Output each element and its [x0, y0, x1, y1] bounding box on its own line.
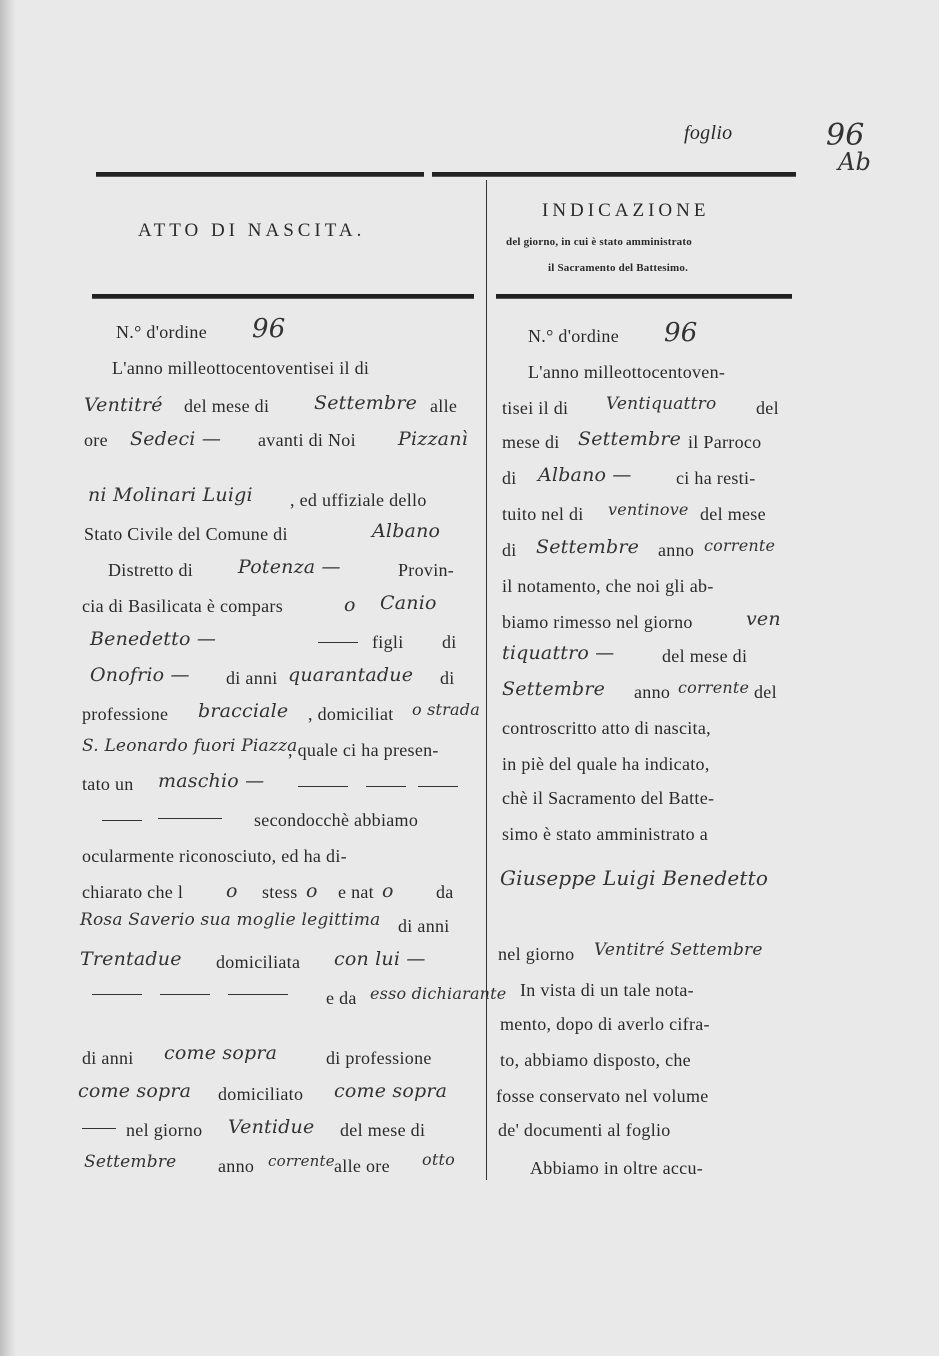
right-line-3a: mese di: [502, 432, 560, 452]
right-line-9a: del mese di: [662, 646, 748, 666]
left-line-8a: figli: [372, 632, 404, 652]
left-line-15d: da: [436, 882, 454, 902]
left-line-21b: del mese di: [340, 1120, 426, 1140]
right-line-17: In vista di un tale nota-: [520, 980, 694, 1000]
right-line-4a: di: [502, 468, 517, 488]
left-hand-address: S. Leonardo fuori Piazza: [82, 736, 298, 756]
right-line-4b: ci ha resti-: [676, 468, 756, 488]
left-hand-gender-1: o: [344, 594, 356, 616]
left-line-12a: tato un: [82, 774, 134, 794]
left-line-15c: e nat: [338, 882, 374, 902]
right-hand-baptism-date: Ventitré Settembre: [594, 940, 763, 960]
left-hand-o-2: o: [306, 880, 318, 902]
right-title: INDICAZIONE: [542, 200, 710, 221]
filler-dash: [102, 820, 142, 821]
left-line-8b: di: [442, 632, 457, 652]
left-line-21a: nel giorno: [126, 1120, 203, 1140]
right-subtitle-2: il Sacramento del Battesimo.: [548, 262, 689, 274]
right-hand-day: Ventiquattro: [606, 394, 717, 414]
binding-edge: [0, 0, 16, 1356]
left-hand-as-above-3: come sopra: [334, 1080, 448, 1102]
left-line-2b: alle: [430, 396, 458, 416]
left-hand-o-3: o: [382, 880, 394, 902]
right-line-2a: tisei il di: [502, 398, 569, 418]
left-hand-profession: bracciale: [198, 700, 289, 722]
filler-dash: [366, 786, 406, 787]
left-hand-age: quarantadue: [288, 664, 414, 686]
left-hand-grandfather: Onofrio —: [90, 664, 190, 686]
left-hand-decl-day: Ventidue: [228, 1116, 315, 1138]
right-line-10b: del: [754, 682, 777, 702]
right-line-12: in piè del quale ha indicato,: [502, 754, 710, 774]
header-rule-right: [496, 294, 792, 299]
right-hand-month: Settembre: [578, 428, 682, 450]
left-title: ATTO DI NASCITA.: [138, 220, 366, 241]
left-line-1: L'anno milleottocentoventisei il di: [112, 358, 370, 378]
foglio-label: foglio: [684, 122, 733, 144]
left-line-22a: anno: [218, 1156, 255, 1176]
left-line-3b: avanti di Noi: [258, 430, 356, 450]
left-hand-officer-2: ni Molinari Luigi: [88, 484, 253, 506]
left-line-22b: alle ore: [334, 1156, 390, 1176]
right-hand-current-1: corrente: [704, 536, 776, 555]
filler-dash: [418, 786, 458, 787]
left-line-14a: ocularmente riconosciuto, ed ha di-: [82, 846, 347, 866]
left-hand-with-him: con lui —: [334, 948, 426, 970]
left-hand-o-1: o: [226, 880, 238, 902]
left-hand-distretto: Potenza —: [238, 556, 341, 578]
foglio-number: 96: [826, 118, 865, 153]
left-hand-officer-1: Pizzanì: [398, 428, 468, 450]
right-line-20: fosse conservato nel volume: [496, 1086, 709, 1106]
left-line-19a: di anni: [82, 1048, 134, 1068]
right-line-18: mento, dopo di averlo cifra-: [500, 1014, 710, 1034]
left-hand-declarant: esso dichiarante: [370, 984, 507, 1003]
left-ordine-value: 96: [252, 314, 286, 344]
right-line-5a: tuito nel di: [502, 504, 584, 524]
filler-dash: [158, 818, 222, 819]
left-ordine-label: N.° d'ordine: [116, 322, 208, 342]
filler-dash: [92, 994, 142, 995]
right-line-6b: anno: [658, 540, 695, 560]
left-line-5a: Stato Civile del Comune di: [84, 524, 288, 544]
left-line-15b: stess: [262, 882, 298, 902]
right-hand-current-2: corrente: [678, 678, 750, 697]
left-hand-hour: Sedeci —: [130, 428, 222, 450]
right-line-13: chè il Sacramento del Batte-: [502, 788, 715, 808]
left-hand-decl-month: Settembre: [84, 1152, 177, 1172]
foglio-mark: Ab: [838, 148, 872, 176]
left-line-20a: domiciliato: [218, 1084, 304, 1104]
header-rule-left: [92, 294, 474, 299]
left-line-9b: di: [440, 668, 455, 688]
filler-dash: [82, 1128, 116, 1129]
right-line-16a: nel giorno: [498, 944, 575, 964]
right-line-22: Abbiamo in oltre accu-: [530, 1158, 704, 1178]
right-hand-return-day: ventinove: [608, 500, 689, 519]
left-line-10b: , domiciliat: [308, 704, 394, 724]
right-line-2b: del: [756, 398, 779, 418]
left-hand-day: Ventitré: [84, 394, 163, 416]
right-line-1: L'anno milleottocentoven-: [528, 362, 726, 382]
right-line-5b: del mese: [700, 504, 766, 524]
left-hand-father-surname: Benedetto —: [90, 628, 217, 650]
right-line-21: de' documenti al foglio: [498, 1120, 671, 1140]
left-line-6a: Distretto di: [108, 560, 194, 580]
left-hand-sex: maschio —: [158, 770, 265, 792]
left-line-11a: , quale ci ha presen-: [288, 740, 439, 760]
right-hand-baptized-name: Giuseppe Luigi Benedetto: [500, 866, 769, 890]
filler-dash: [160, 994, 210, 995]
right-line-14: simo è stato amministrato a: [502, 824, 709, 844]
left-line-15a: chiarato che l: [82, 882, 184, 902]
right-line-7: il notamento, che noi gli ab-: [502, 576, 714, 596]
left-hand-mother: Rosa Saverio sua moglie legittima: [80, 910, 381, 930]
right-hand-month-2: Settembre: [502, 678, 606, 700]
filler-dash: [228, 994, 288, 995]
right-line-11: controscritto atto di nascita,: [502, 718, 711, 738]
right-line-10a: anno: [634, 682, 671, 702]
right-hand-ven: ven: [746, 608, 781, 630]
left-line-19b: di professione: [326, 1048, 432, 1068]
left-hand-father-name: Canio: [380, 592, 437, 614]
left-hand-as-above-2: come sopra: [78, 1080, 192, 1102]
left-hand-as-above-1: come sopra: [164, 1042, 278, 1064]
left-line-4a: , ed uffiziale dello: [290, 490, 427, 510]
left-hand-current: corrente: [268, 1152, 335, 1170]
filler-dash: [318, 642, 358, 643]
left-hand-street: o strada: [412, 700, 480, 719]
right-ordine-value: 96: [664, 318, 698, 348]
right-subtitle-1: del giorno, in cui è stato amministrato: [506, 236, 692, 248]
left-line-16a: di anni: [398, 916, 450, 936]
right-line-19: to, abbiamo disposto, che: [500, 1050, 691, 1070]
left-line-18a: e da: [326, 988, 357, 1008]
filler-dash: [298, 786, 348, 787]
top-rule-right: [432, 172, 796, 177]
right-hand-return-month: Settembre: [536, 536, 640, 558]
column-divider: [486, 180, 487, 1180]
left-line-3a: ore: [84, 430, 108, 450]
right-line-8a: biamo rimesso nel giorno: [502, 612, 693, 632]
right-ordine-label: N.° d'ordine: [528, 326, 620, 346]
left-line-7a: cia di Basilicata è compars: [82, 596, 284, 616]
left-line-2a: del mese di: [184, 396, 270, 416]
top-rule-left: [96, 172, 424, 177]
left-hand-month: Settembre: [314, 392, 418, 414]
left-hand-mother-age: Trentadue: [80, 948, 182, 970]
left-line-9a: di anni: [226, 668, 278, 688]
right-hand-tiquattro: tiquattro —: [502, 642, 615, 664]
left-line-6b: Provin-: [398, 560, 455, 580]
right-hand-albano: Albano —: [538, 464, 632, 486]
left-line-13a: secondocchè abbiamo: [254, 810, 419, 830]
left-hand-comune: Albano: [372, 520, 441, 542]
left-line-17a: domiciliata: [216, 952, 301, 972]
left-hand-hour-2: otto: [422, 1150, 455, 1169]
left-line-10a: professione: [82, 704, 169, 724]
right-line-6a: di: [502, 540, 517, 560]
right-line-3b: il Parroco: [688, 432, 762, 452]
